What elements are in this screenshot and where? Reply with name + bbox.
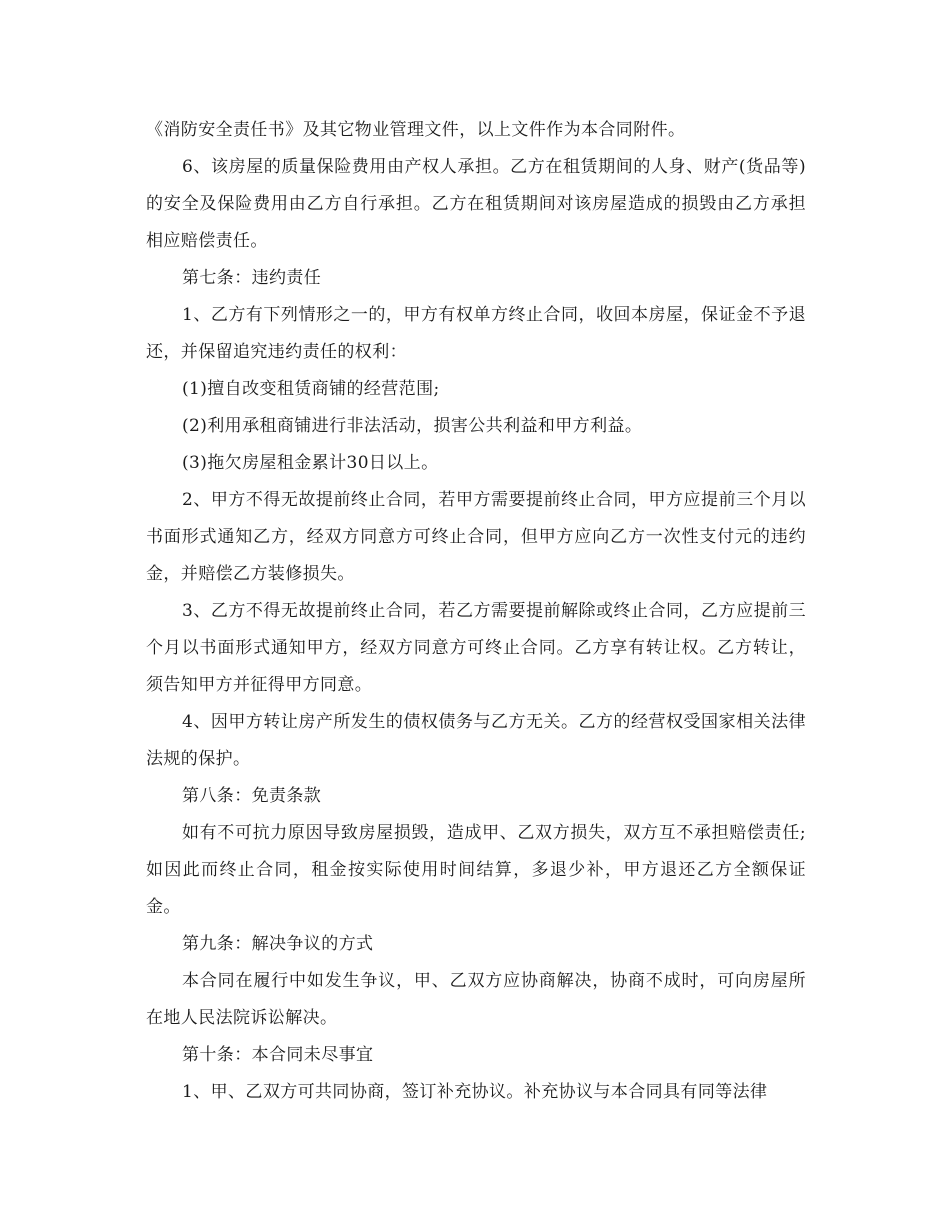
contract-page-body [146, 112, 806, 1111]
section-heading-article-7: 第七条：违约责任 [182, 268, 322, 288]
paragraph-breach-2: 2、甲方不得无故提前终止合同，若甲方需要提前终止合同，甲方应提前三个月以书面形式通知乙方，经双方同意方可终止合同，但甲方应向乙方一次性支付元的违约金，并赔偿乙方装修损失。 [146, 490, 806, 584]
paragraph-supplementary-1: 1、甲、乙双方可共同协商，签订补充协议。补充协议与本合同具有同等法律 [182, 1082, 768, 1102]
list-item-breach-3: (3)拖欠房屋租金累计30日以上。 [182, 453, 439, 473]
list-item-breach-1: (1)擅自改变租赁商铺的经营范围; [182, 379, 440, 399]
section-heading-article-10: 第十条：本合同未尽事宜 [182, 1045, 374, 1065]
section-heading-article-8: 第八条：免责条款 [182, 786, 322, 806]
paragraph-breach-4: 4、因甲方转让房产所发生的债权债务与乙方无关。乙方的经营权受国家相关法律法规的保护。 [146, 712, 806, 769]
paragraph-appendix: 《消防安全责任书》及其它物业管理文件，以上文件作为本合同附件。 [146, 120, 686, 140]
paragraph-force-majeure: 如有不可抗力原因导致房屋损毁，造成甲、乙双方损失，双方互不承担赔偿责任;如因此而终止合同，租金按实际使用时间结算，多退少补，甲方退还乙方全额保证金。 [146, 823, 806, 917]
section-heading-article-9: 第九条：解决争议的方式 [182, 934, 374, 954]
list-item-breach-2: (2)利用承租商铺进行非法活动，损害公共利益和甲方利益。 [182, 416, 643, 436]
paragraph-breach-3: 3、乙方不得无故提前终止合同，若乙方需要提前解除或终止合同，乙方应提前三个月以书面形式通知甲方，经双方同意方可终止合同。乙方享有转让权。乙方转让，须告知甲方并征得甲方同意。 [146, 601, 806, 695]
paragraph-clause-6-insurance: 6、该房屋的质量保险费用由产权人承担。乙方在租赁期间的人身、财产(货品等)的安全及保险费用由乙方自行承担。乙方在租赁期间对该房屋造成的损毁由乙方承担相应赔偿责任。 [146, 157, 806, 251]
paragraph-breach-1: 1、乙方有下列情形之一的，甲方有权单方终止合同，收回本房屋，保证金不予退还，并保留追究违约责任的权利： [146, 305, 806, 362]
paragraph-dispute-resolution: 本合同在履行中如发生争议，甲、乙双方应协商解决，协商不成时，可向房屋所在地人民法院诉讼解决。 [146, 971, 806, 1028]
